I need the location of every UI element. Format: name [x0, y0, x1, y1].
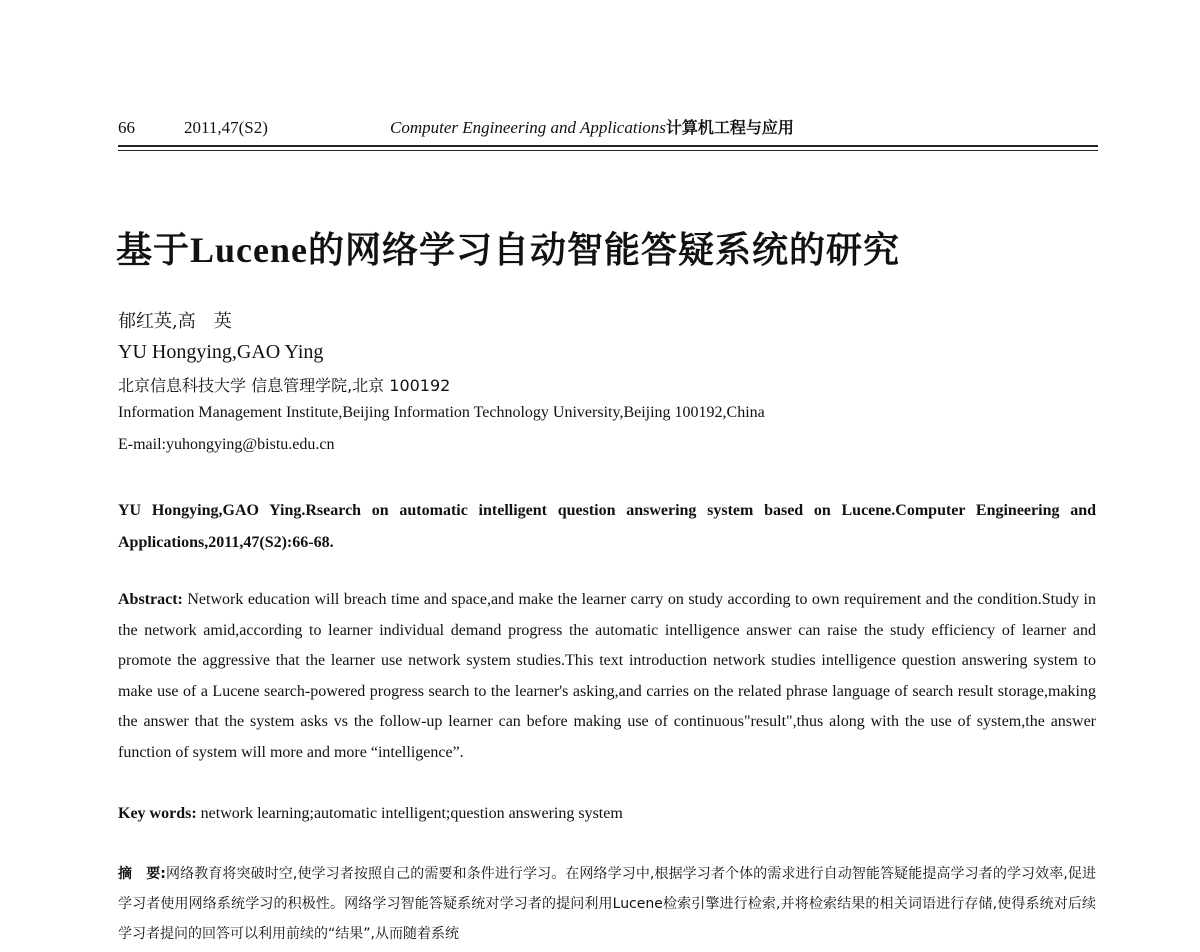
abstract-text: Network education will breach time and space,and make the learner carry on study according to own requirement and the condition.Study in the network amid,according to learner individual demand progress the automatic intelligence answer can raise the study efficiency of learner and promote the aggressive that the learner use network system studies.This text introduction network studies intelligence question answering system to make use of a Lucene search-powered progress search to the learner's asking,and carries on the related phrase language of search result storage,making the answer that the system asks vs the follow-up learner can before making use of continuous"result",thus along with the use of system,the answer function of system will more and more “intelligence”. [118, 591, 1097, 761]
abstract-label: Abstract: [118, 591, 183, 608]
header-rule-thin [118, 150, 1098, 151]
keywords-en [118, 799, 1096, 829]
running-header [118, 116, 1098, 140]
journal-name-en: Computer Engineering and Applications [390, 118, 666, 137]
abstract-cn [118, 859, 1096, 949]
authors-cn: 郁红英,高 英 [118, 311, 232, 332]
citation: YU Hongying,GAO Ying.Rsearch on automatic intelligent question answering system based on Lucene.Computer Engineering and Applications,2011,47(S2):66-68. [118, 502, 1096, 551]
authors-en: YU Hongying,GAO Ying [118, 341, 324, 363]
affiliation-en: Information Management Institute,Beijing Information Technology University,Beijing 100192,China [118, 404, 765, 421]
volume-issue: 2011,47(S2) [184, 118, 268, 137]
keywords-text: network learning;automatic intelligent;question answering system [200, 805, 623, 822]
journal-name [390, 116, 794, 140]
author-email: E-mail:yuhongying@bistu.edu.cn [118, 436, 335, 453]
abstract-cn-label: 摘 要: [118, 866, 166, 882]
keywords-label: Key words: [118, 805, 197, 822]
header-rule-thick [118, 145, 1098, 147]
journal-name-cn: 计算机工程与应用 [665, 118, 794, 137]
abstract-cn-text: 网络教育将突破时空,使学习者按照自己的需要和条件进行学习。在网络学习中,根据学习者个体的需求进行自动智能答疑能提高学习者的学习效率,促进学习者使用网络系统学习的积极性。网络学习智能答疑系统对学习者的提问利用Lucene检索引擎进行检索,并将检索结果的相关词语进行存储,使得系统对后续学习者提问的回答可以利用前续的“结果”,从而随着系统 [118, 866, 1096, 942]
affiliation-cn: 北京信息科技大学 信息管理学院,北京 100192 [118, 376, 451, 395]
page-number: 66 [118, 118, 135, 137]
paper-title: 基于Lucene的网络学习自动智能答疑系统的研究 [116, 230, 900, 270]
abstract-en [118, 585, 1096, 768]
